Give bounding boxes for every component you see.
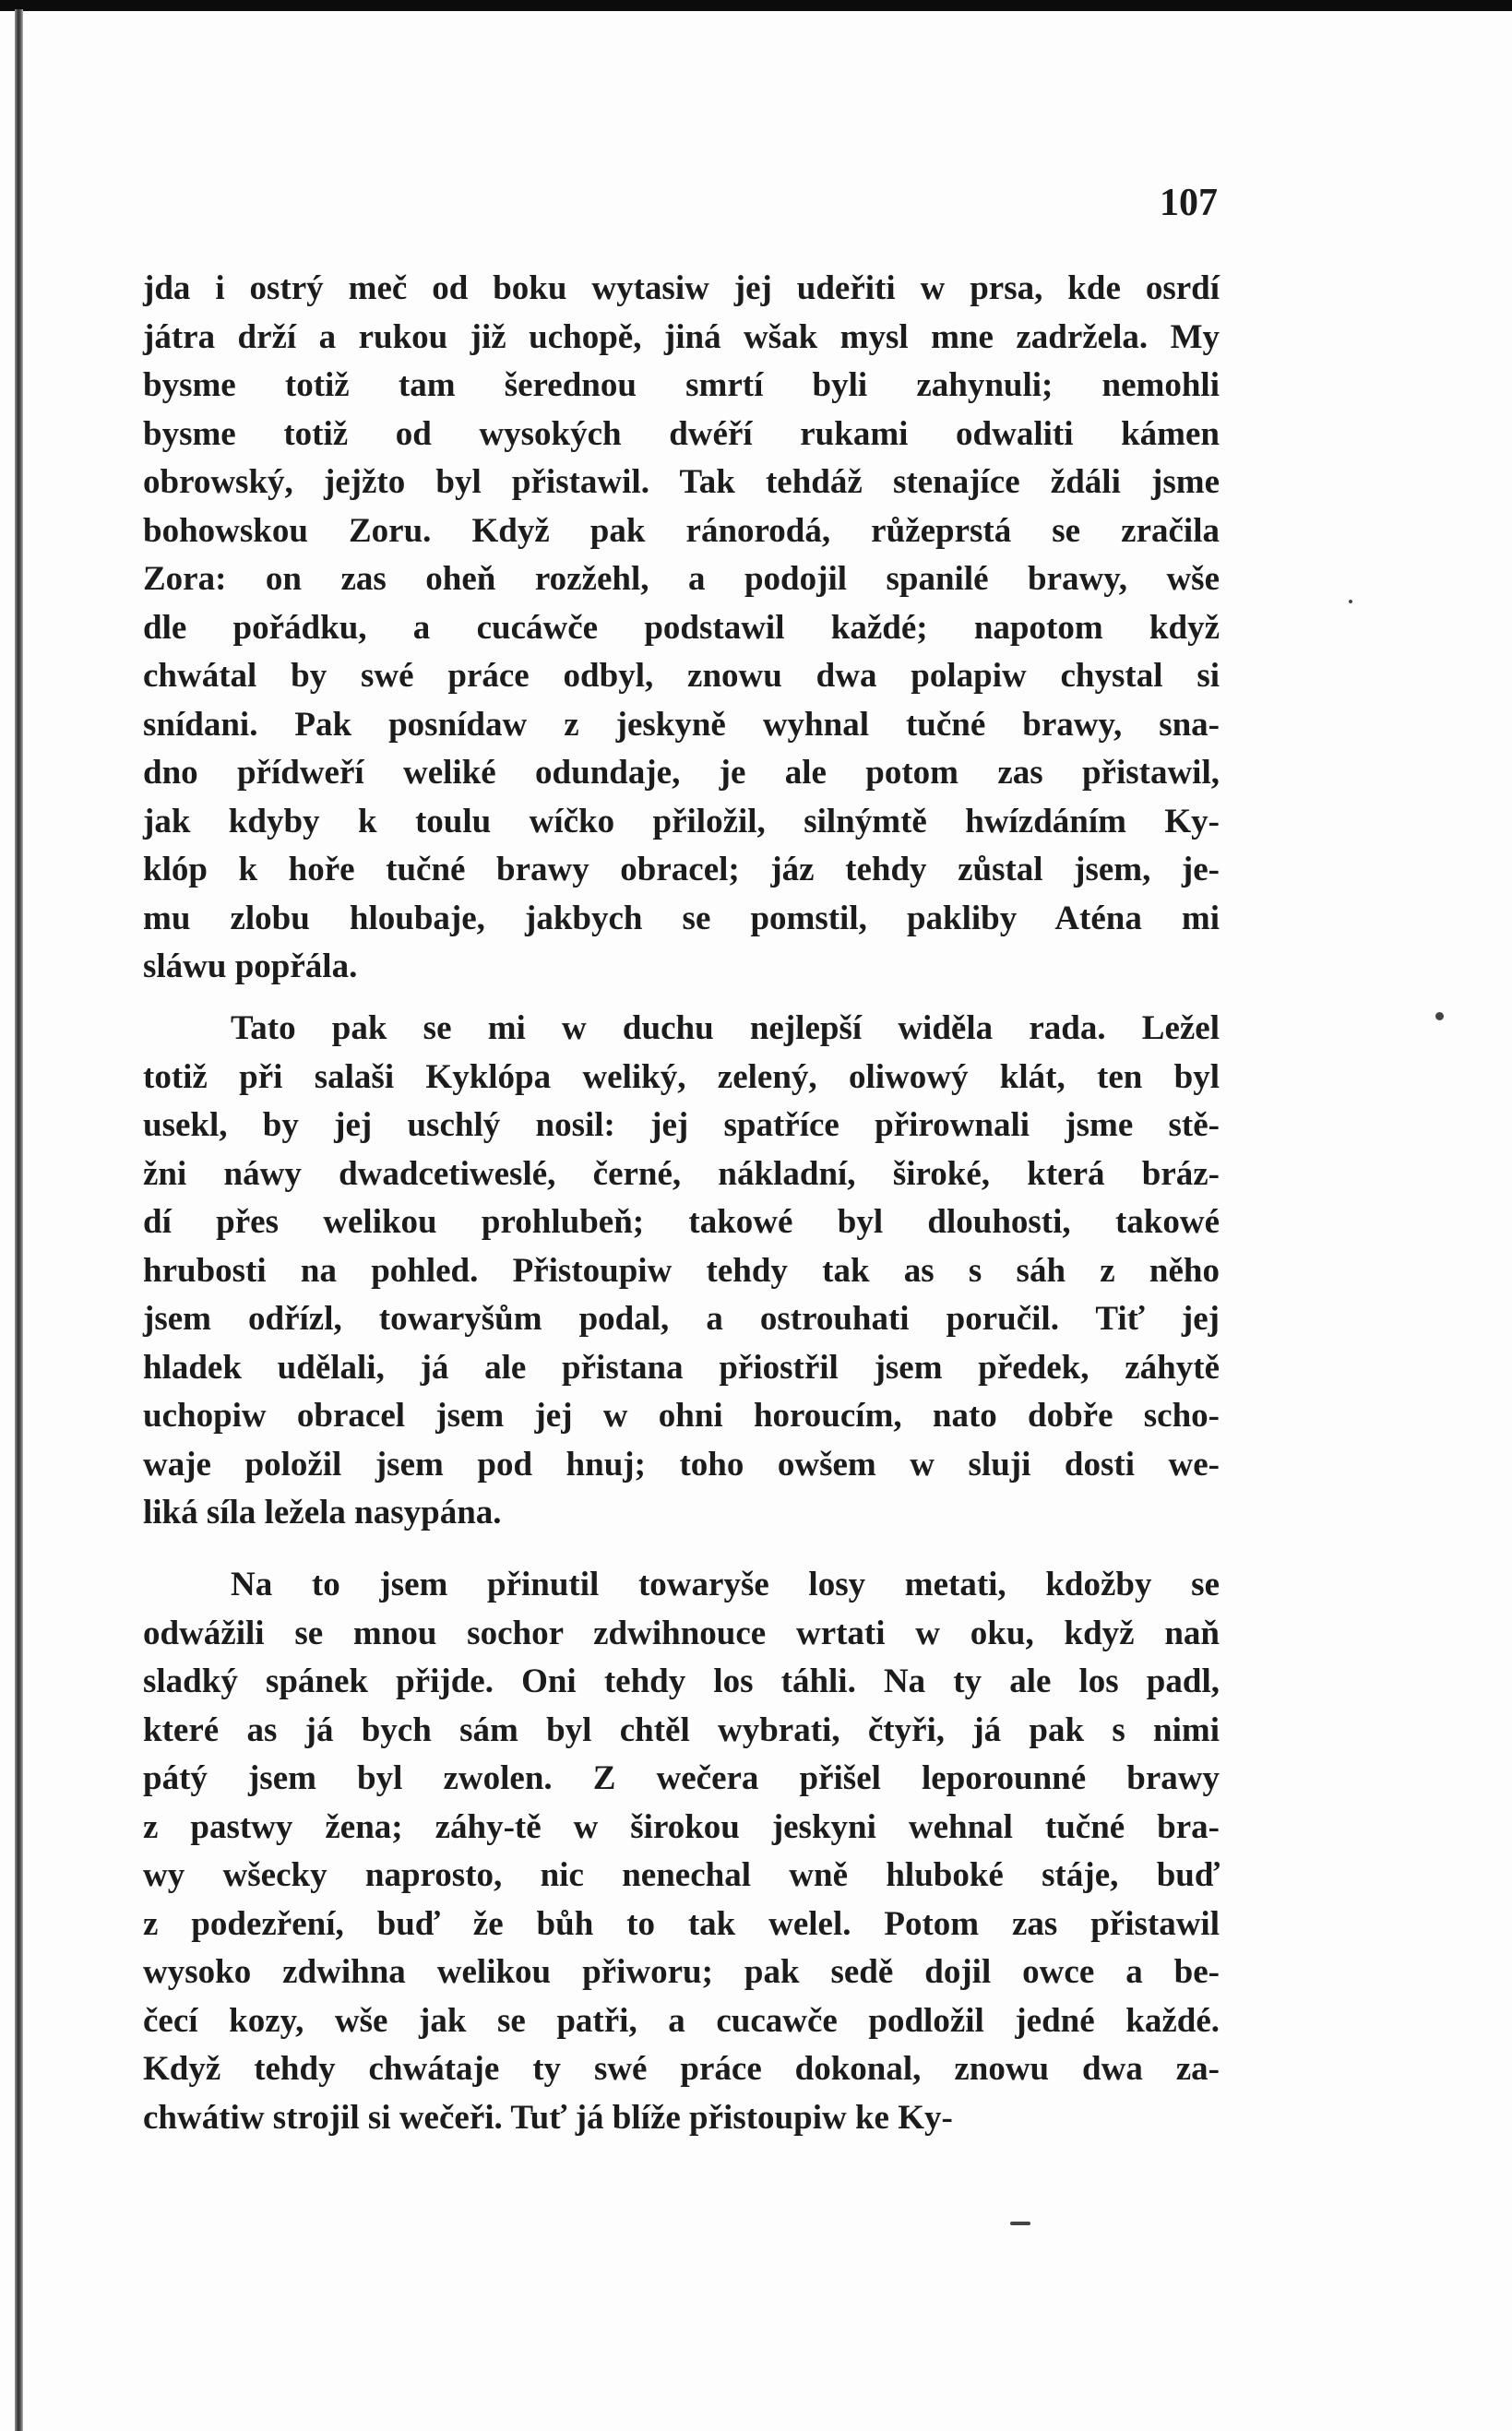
text-line: totiž při salaši Kyklópa weliký, zelený, oliwowý klát, ten byl: [143, 1057, 1220, 1096]
scan-speck: [1349, 600, 1352, 603]
scan-left-edge: [15, 9, 23, 2431]
text-line: jda i ostrý meč od boku wytasiw jej udeřiti w prsa, kde osrdí: [143, 269, 1220, 307]
text-line: obrowský, jejžto byl přistawil. Tak tehdáž stenajíce ždáli jsme: [143, 463, 1220, 501]
text-line: bysme totiž od wysokých dwéří rukami odwaliti kámen: [143, 414, 1220, 453]
text-line: Na to jsem přinutil towaryše losy metati, kdožby se: [231, 1566, 1220, 1603]
text-line: dí přes welikou prohlubeň; takowé byl dlouhosti, takowé: [143, 1203, 1220, 1241]
text-line: hrubosti na pohled. Přistoupiw tehdy tak as s sáh z něho: [143, 1251, 1220, 1290]
text-line: dno přídweří weliké odundaje, je ale potom zas přistawil,: [143, 754, 1220, 792]
text-line: Když tehdy chwátaje ty swé práce dokonal, znowu dwa za-: [143, 2050, 1220, 2088]
paragraph: [143, 1005, 1220, 1538]
text-line: hladek udělali, já ale přistana přiostřil jsem předek, záhytě: [143, 1348, 1220, 1387]
text-line: bohowskou Zoru. Když pak ránorodá, růžeprstá se zračila: [143, 511, 1220, 550]
scan-speck: [1435, 1012, 1444, 1020]
text-line: snídani. Pak posnídaw z jeskyně wyhnal tučné brawy, sna-: [143, 705, 1220, 744]
text-line: jsem odřízl, towaryšům podal, a ostrouhati poručil. Tiť jej: [143, 1300, 1220, 1338]
text-line: chwátiw strojil si wečeři. Tuť já blíže přistoupiw ke Ky-: [143, 2098, 953, 2137]
text-line: wy wšecky naprosto, nic nenechal wně hluboké stáje, buď: [143, 1856, 1220, 1894]
paragraph: [143, 1561, 1220, 2142]
text-line: pátý jsem byl zwolen. Z wečera přišel leporounné brawy: [143, 1759, 1220, 1797]
text-line: Zora: on zas oheň rozžehl, a podojil spanilé brawy, wše: [143, 560, 1220, 598]
text-line: sláwu popřála.: [143, 947, 358, 985]
paragraph: [143, 265, 1220, 992]
text-line: z podezření, buď že bůh to tak welel. Potom zas přistawil: [143, 1904, 1220, 1943]
text-line: chwátal by swé práce odbyl, znowu dwa polapiw chystal si: [143, 657, 1220, 695]
text-line: které as já bych sám byl chtěl wybrati, čtyři, já pak s nimi: [143, 1710, 1220, 1749]
text-line: mu zlobu hloubaje, jakbych se pomstil, pakliby Aténa mi: [143, 899, 1220, 937]
text-line: čecí kozy, wše jak se patři, a cucawče podložil jedné každé.: [143, 2001, 1220, 2040]
text-line: z pastwy žena; záhy-tě w širokou jeskyni wehnal tučné bra-: [143, 1807, 1220, 1846]
text-line: bysme totiž tam šerednou smrtí byli zahynuli; nemohli: [143, 366, 1220, 404]
text-line: uchopiw obracel jsem jej w ohni horoucím, nato dobře scho-: [143, 1397, 1220, 1435]
text-line: wysoko zdwihna welikou přiworu; pak sedě dojil owce a be-: [143, 1953, 1220, 1991]
text-line: dle pořádku, a cucáwče podstawil každé; napotom když: [143, 608, 1220, 647]
text-line: jak kdyby k toulu wíčko přiložil, silnýmtě hwízdáním Ky-: [143, 802, 1220, 840]
scan-top-edge: [0, 0, 1512, 11]
text-line: liká síla ležela nasypána.: [143, 1494, 502, 1531]
page-number: 107: [1160, 182, 1218, 224]
text-line: žni náwy dwadcetiweslé, černé, nákladní, široké, která bráz-: [143, 1154, 1220, 1193]
scan-speck: [1010, 2222, 1030, 2225]
text-line: Tato pak se mi w duchu nejlepší widěla rada. Ležel: [231, 1009, 1220, 1047]
text-line: waje položil jsem pod hnuj; toho owšem w sluji dosti we-: [143, 1445, 1220, 1484]
text-line: odwážili se mnou sochor zdwihnouce wrtati w oku, když naň: [143, 1614, 1220, 1652]
text-line: usekl, by jej uschlý nosil: jej spatříce přirownali jsme stě-: [143, 1106, 1220, 1144]
text-line: játra drží a rukou již uchopě, jiná wšak mysl mne zadržela. My: [143, 317, 1220, 356]
text-line: klóp k hoře tučné brawy obracel; jáz tehdy zůstal jsem, je-: [143, 851, 1220, 888]
text-line: sladký spánek přijde. Oni tehdy los táhli. Na ty ale los padl,: [143, 1662, 1220, 1700]
